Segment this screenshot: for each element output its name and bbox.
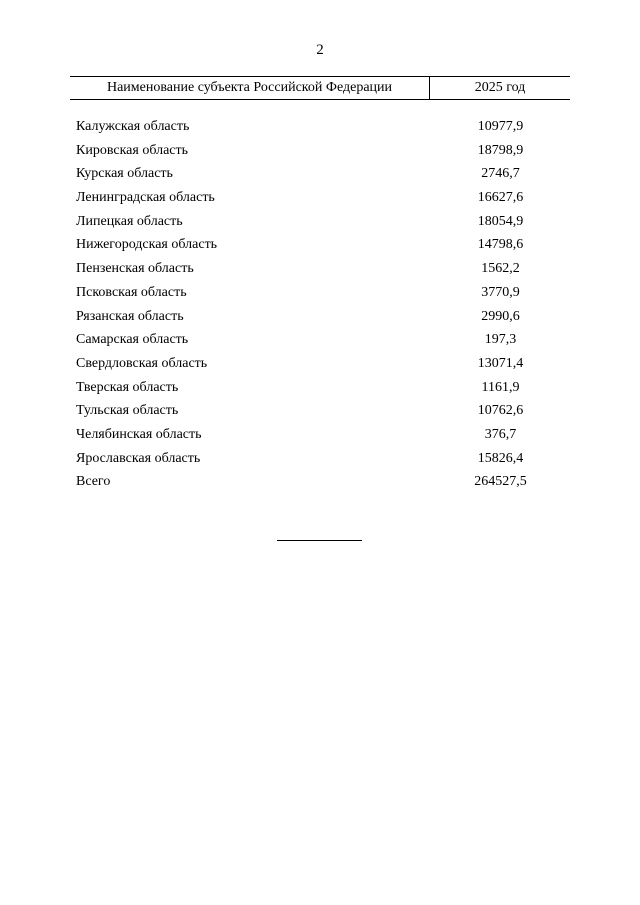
row-subject-name: Рязанская область [76,308,184,324]
row-subject-name: Тверская область [76,379,179,395]
row-value: 2746,7 [481,166,520,182]
row-subject-name: Курская область [76,166,173,182]
table-body [76,115,566,494]
row-subject-name: Ленинградская область [76,190,215,206]
row-value: 18054,9 [477,213,524,229]
table-row [76,257,566,281]
row-subject-name: Свердловская область [76,355,208,371]
table-row [76,352,566,376]
row-subject-name: Самарская область [76,332,189,348]
total-value: 264527,5 [474,474,527,490]
row-subject-name: Челябинская область [76,426,202,442]
row-value: 15826,4 [477,450,524,466]
row-subject-name: Пензенская область [76,261,194,277]
table-row [76,399,566,423]
table-row [76,305,566,329]
table-row [76,233,566,257]
table-row [76,162,566,186]
table-row [76,376,566,400]
row-subject-name: Нижегородская область [76,237,218,253]
end-of-table-rule [277,540,362,541]
row-value: 1161,9 [481,379,520,395]
row-value: 376,7 [484,426,517,442]
total-label: Всего [76,474,111,490]
row-subject-name: Ярославская область [76,450,201,466]
column-header-subject: Наименование субъекта Российской Федерации [70,77,430,99]
row-value: 10762,6 [477,403,524,419]
table-row-total [76,470,566,494]
table-row [76,281,566,305]
table-row [76,210,566,234]
row-value: 16627,6 [477,190,524,206]
table-header [70,76,570,100]
table-row [76,186,566,210]
row-value: 18798,9 [477,142,524,158]
row-value: 14798,6 [477,237,524,253]
row-value: 3770,9 [481,284,520,300]
table-row [76,423,566,447]
page-number: 2 [316,42,324,58]
row-subject-name: Липецкая область [76,213,183,229]
row-subject-name: Кировская область [76,142,189,158]
table-row [76,447,566,471]
row-subject-name: Тульская область [76,403,179,419]
row-value: 13071,4 [477,355,524,371]
table-row [76,115,566,139]
row-subject-name: Калужская область [76,119,190,134]
row-value: 197,3 [484,332,517,348]
table-row [76,139,566,163]
row-subject-name: Псковская область [76,284,187,300]
row-value: 2990,6 [481,308,520,324]
column-header-year: 2025 год [474,80,526,95]
table-row [76,328,566,352]
row-value: 10977,9 [477,119,524,134]
row-value: 1562,2 [481,261,520,277]
